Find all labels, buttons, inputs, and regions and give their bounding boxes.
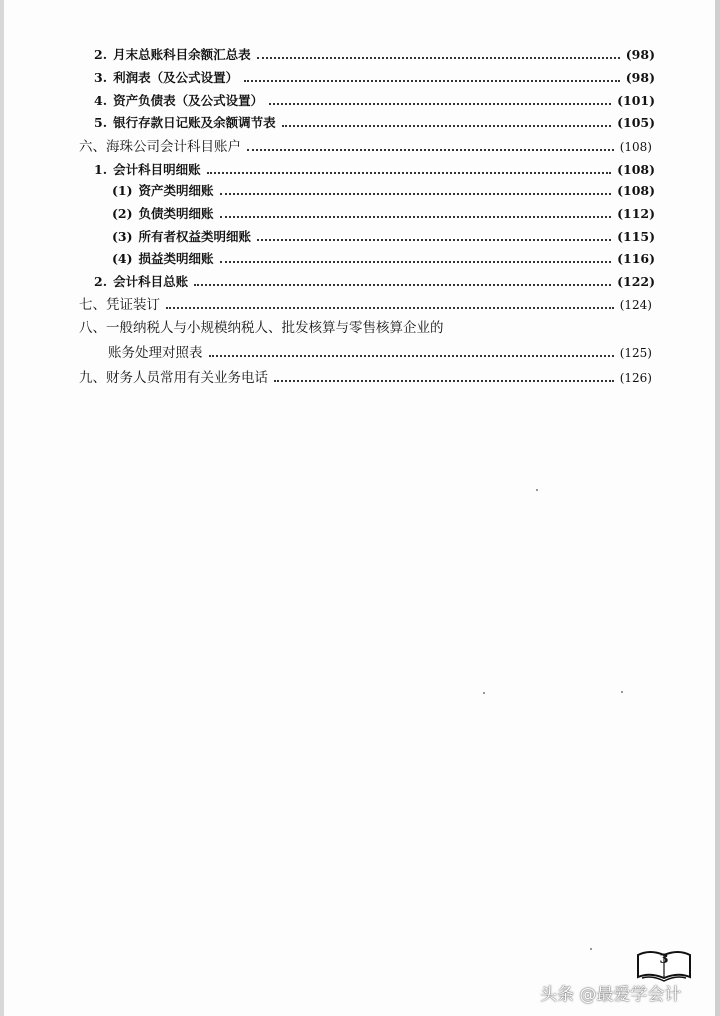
toc-entry-number: 2. <box>94 47 108 62</box>
toc-entry-number: 4. <box>94 93 108 108</box>
toc-section-heading <box>79 295 652 315</box>
toc-entry-page: (105) <box>617 115 655 130</box>
toc-entry-title: 银行存款日记账及余额调节表 <box>113 115 276 130</box>
watermark: 头条 @最爱学会计 <box>540 985 682 1005</box>
toc-entry-title: 月末总账科目余额汇总表 <box>113 47 251 62</box>
leader-dots <box>220 193 612 195</box>
toc-entry-page: (115) <box>617 229 655 244</box>
toc-entry <box>94 45 655 65</box>
leader-dots <box>207 172 612 174</box>
leader-dots <box>244 80 620 82</box>
leader-dots <box>282 125 612 127</box>
scan-speck <box>590 948 592 950</box>
leader-dots <box>194 284 611 286</box>
page-edge <box>0 0 4 1016</box>
toc-entry <box>112 227 655 247</box>
leader-dots <box>269 103 611 105</box>
toc-section-heading <box>79 368 652 388</box>
toc-entry-page: (98) <box>625 70 655 85</box>
toc-entry-page: (112) <box>617 206 655 221</box>
toc-entry-page: (108) <box>619 140 652 154</box>
page-edge <box>715 0 720 1016</box>
toc-entry <box>94 113 655 133</box>
toc-entry <box>94 160 655 180</box>
toc-entry-title: 凭证装订 <box>106 297 160 313</box>
toc-section-heading <box>79 137 652 157</box>
leader-dots <box>257 57 620 59</box>
toc-entry-title: 会计科目总账 <box>113 274 189 289</box>
toc-entry-page: (116) <box>617 251 655 266</box>
toc-entry-page: (124) <box>619 298 652 312</box>
toc-entry-title: 财务人员常用有关业务电话 <box>106 370 268 386</box>
toc-entry-title: 海珠公司会计科目账户 <box>106 139 241 155</box>
toc-entry-number: 3. <box>94 70 108 85</box>
scan-speck <box>621 691 623 693</box>
scan-speck <box>483 692 485 694</box>
toc-entry-number: 八、 <box>79 320 106 336</box>
toc-entry <box>112 204 655 224</box>
leader-dots <box>166 307 614 309</box>
toc-entry-page: (98) <box>625 47 655 62</box>
leader-dots <box>247 149 614 151</box>
toc-entry-number: 七、 <box>79 297 106 313</box>
leader-dots <box>257 239 611 241</box>
toc-entry-title: 资产类明细账 <box>138 183 214 198</box>
toc-entry <box>94 91 655 111</box>
leader-dots <box>209 355 614 357</box>
toc-section-heading <box>79 318 652 338</box>
toc-entry-title: 所有者权益类明细账 <box>138 229 252 244</box>
toc-entry-title: 账务处理对照表 <box>108 345 203 361</box>
toc-entry-number: (4) <box>112 251 133 266</box>
toc-entry-number: 5. <box>94 115 108 130</box>
toc-entry-title: 资产负债表（及公式设置） <box>113 93 264 108</box>
toc-entry-number: 九、 <box>79 370 106 386</box>
toc-entry-title: 利润表（及公式设置） <box>113 70 239 85</box>
toc-entry-number: 2. <box>94 274 108 289</box>
page-number: 3 <box>659 952 669 967</box>
leader-dots <box>274 380 614 382</box>
toc-entry <box>94 68 655 88</box>
toc-entry-title: 一般纳税人与小规模纳税人、批发核算与零售核算企业的 <box>106 320 444 336</box>
leader-dots <box>220 216 612 218</box>
toc-entry <box>112 181 655 201</box>
toc-entry-number: (3) <box>112 229 133 244</box>
toc-entry-page: (108) <box>617 162 655 177</box>
scan-speck <box>536 489 538 491</box>
toc-entry-page: (101) <box>617 93 655 108</box>
toc-entry <box>112 249 655 269</box>
toc-entry-title: 负债类明细账 <box>138 206 214 221</box>
toc-entry-page: (126) <box>619 371 652 385</box>
toc-entry-number: (1) <box>112 183 133 198</box>
toc-entry-page: (125) <box>619 346 652 360</box>
toc-entry-number: (2) <box>112 206 133 221</box>
toc-entry-page: (122) <box>617 274 655 289</box>
toc-entry-title: 会计科目明细账 <box>113 162 201 177</box>
leader-dots <box>220 261 612 263</box>
toc-entry-title: 损益类明细账 <box>138 251 214 266</box>
toc-entry-number: 1. <box>94 162 108 177</box>
toc-section-heading-continued <box>108 343 652 363</box>
toc-entry-number: 六、 <box>79 139 106 155</box>
toc-entry <box>94 272 655 292</box>
toc-entry-page: (108) <box>617 183 655 198</box>
